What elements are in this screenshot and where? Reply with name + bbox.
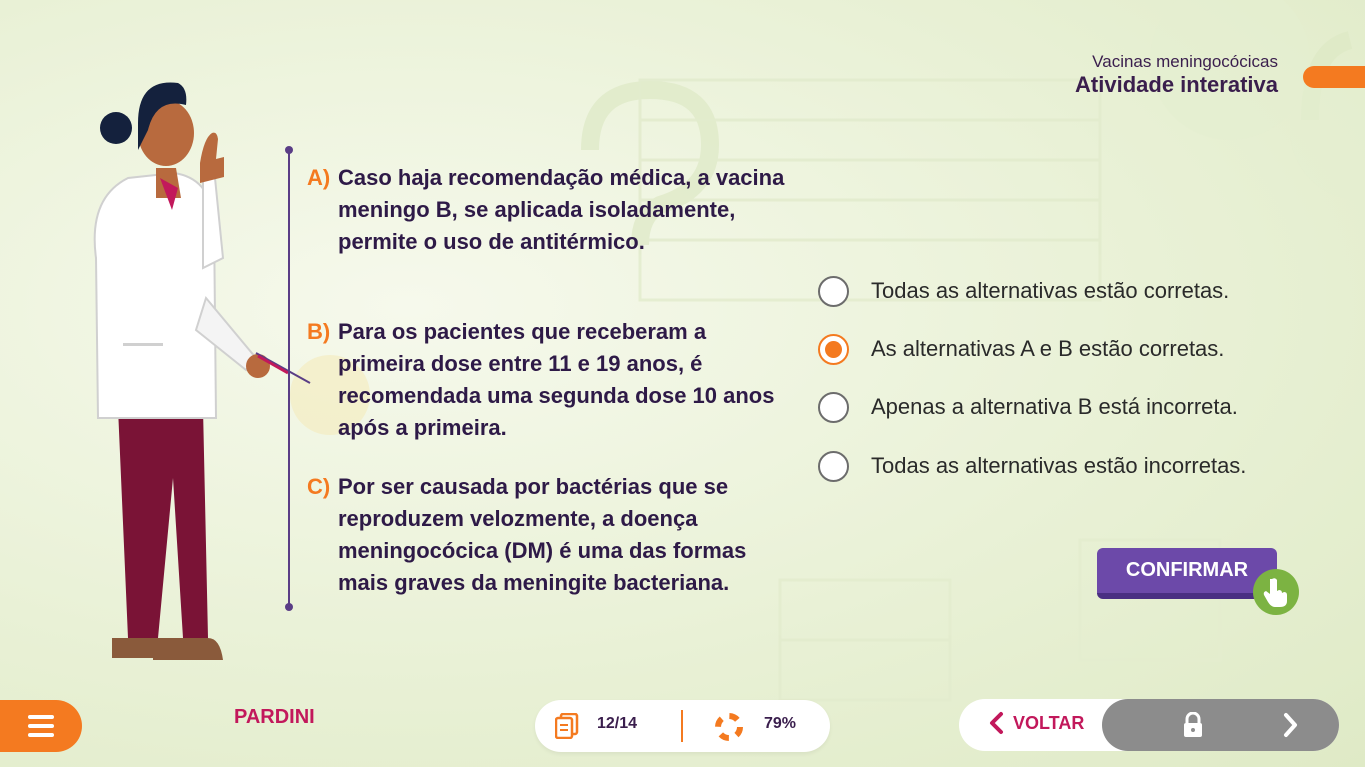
statement-b [307, 316, 787, 444]
option-label[interactable]: As alternativas A e B estão corretas. [871, 336, 1225, 361]
next-button-locked[interactable] [1102, 699, 1339, 751]
progress-indicator [535, 700, 830, 752]
answer-option-1[interactable] [818, 274, 1229, 308]
timeline-dot-top [285, 146, 293, 154]
statement-text: Para os pacientes que receberam a primeira dose entre 11 e 19 anos, é recomendada uma segunda dose 10 anos após a primeira. [338, 319, 775, 440]
course-subtitle: Vacinas meningocócicas [1092, 52, 1278, 71]
radio-button[interactable] [818, 276, 849, 307]
lifebuoy-icon [715, 713, 743, 741]
doctor-illustration [88, 78, 328, 678]
answer-option-4[interactable] [818, 449, 1246, 483]
timeline-line [288, 150, 290, 608]
chevron-right-icon [1280, 712, 1300, 738]
pages-icon [555, 713, 579, 739]
radio-button[interactable] [818, 392, 849, 423]
option-label[interactable]: Todas as alternativas estão corretas. [871, 278, 1230, 303]
back-button[interactable] [987, 711, 1084, 735]
header-tab-accent [1303, 66, 1365, 88]
statement-text: Caso haja recomendação médica, a vacina meningo B, se aplicada isoladamente, permite o uso de antitérmico. [338, 165, 785, 254]
back-label[interactable]: VOLTAR [1013, 712, 1085, 733]
statement-letter: C) [307, 474, 331, 499]
statement-letter: B) [307, 319, 331, 344]
activity-title: Atividade interativa [1075, 72, 1278, 97]
statement-c [307, 471, 787, 599]
statement-a [307, 162, 787, 258]
answer-option-2[interactable] [818, 332, 1224, 366]
option-label[interactable]: Todas as alternativas estão incorretas. [871, 453, 1247, 478]
radio-button[interactable] [818, 451, 849, 482]
menu-button[interactable] [0, 700, 82, 752]
timeline-dot-bottom [285, 603, 293, 611]
statement-text: Por ser causada por bactérias que se reproduzem velozmente, a doença meningocócica (DM) é uma das formas mais graves da meningite bacteriana. [338, 474, 747, 595]
header [1075, 52, 1278, 98]
navigation-bar [959, 699, 1339, 751]
divider [681, 710, 683, 742]
progress-percent: 79% [764, 715, 797, 732]
menu-icon [28, 715, 54, 737]
radio-button[interactable] [818, 334, 849, 365]
page-counter: 12/14 [597, 715, 638, 732]
statement-letter: A) [307, 165, 331, 190]
brand-logo: PARDINI [234, 706, 315, 728]
pointer-hand-icon [1253, 569, 1299, 615]
chevron-left-icon [987, 711, 1005, 735]
option-label[interactable]: Apenas a alternativa B está incorreta. [871, 394, 1238, 419]
confirm-button[interactable]: CONFIRMAR [1097, 548, 1277, 599]
lock-icon [1182, 712, 1204, 738]
answer-option-3[interactable] [818, 390, 1238, 424]
